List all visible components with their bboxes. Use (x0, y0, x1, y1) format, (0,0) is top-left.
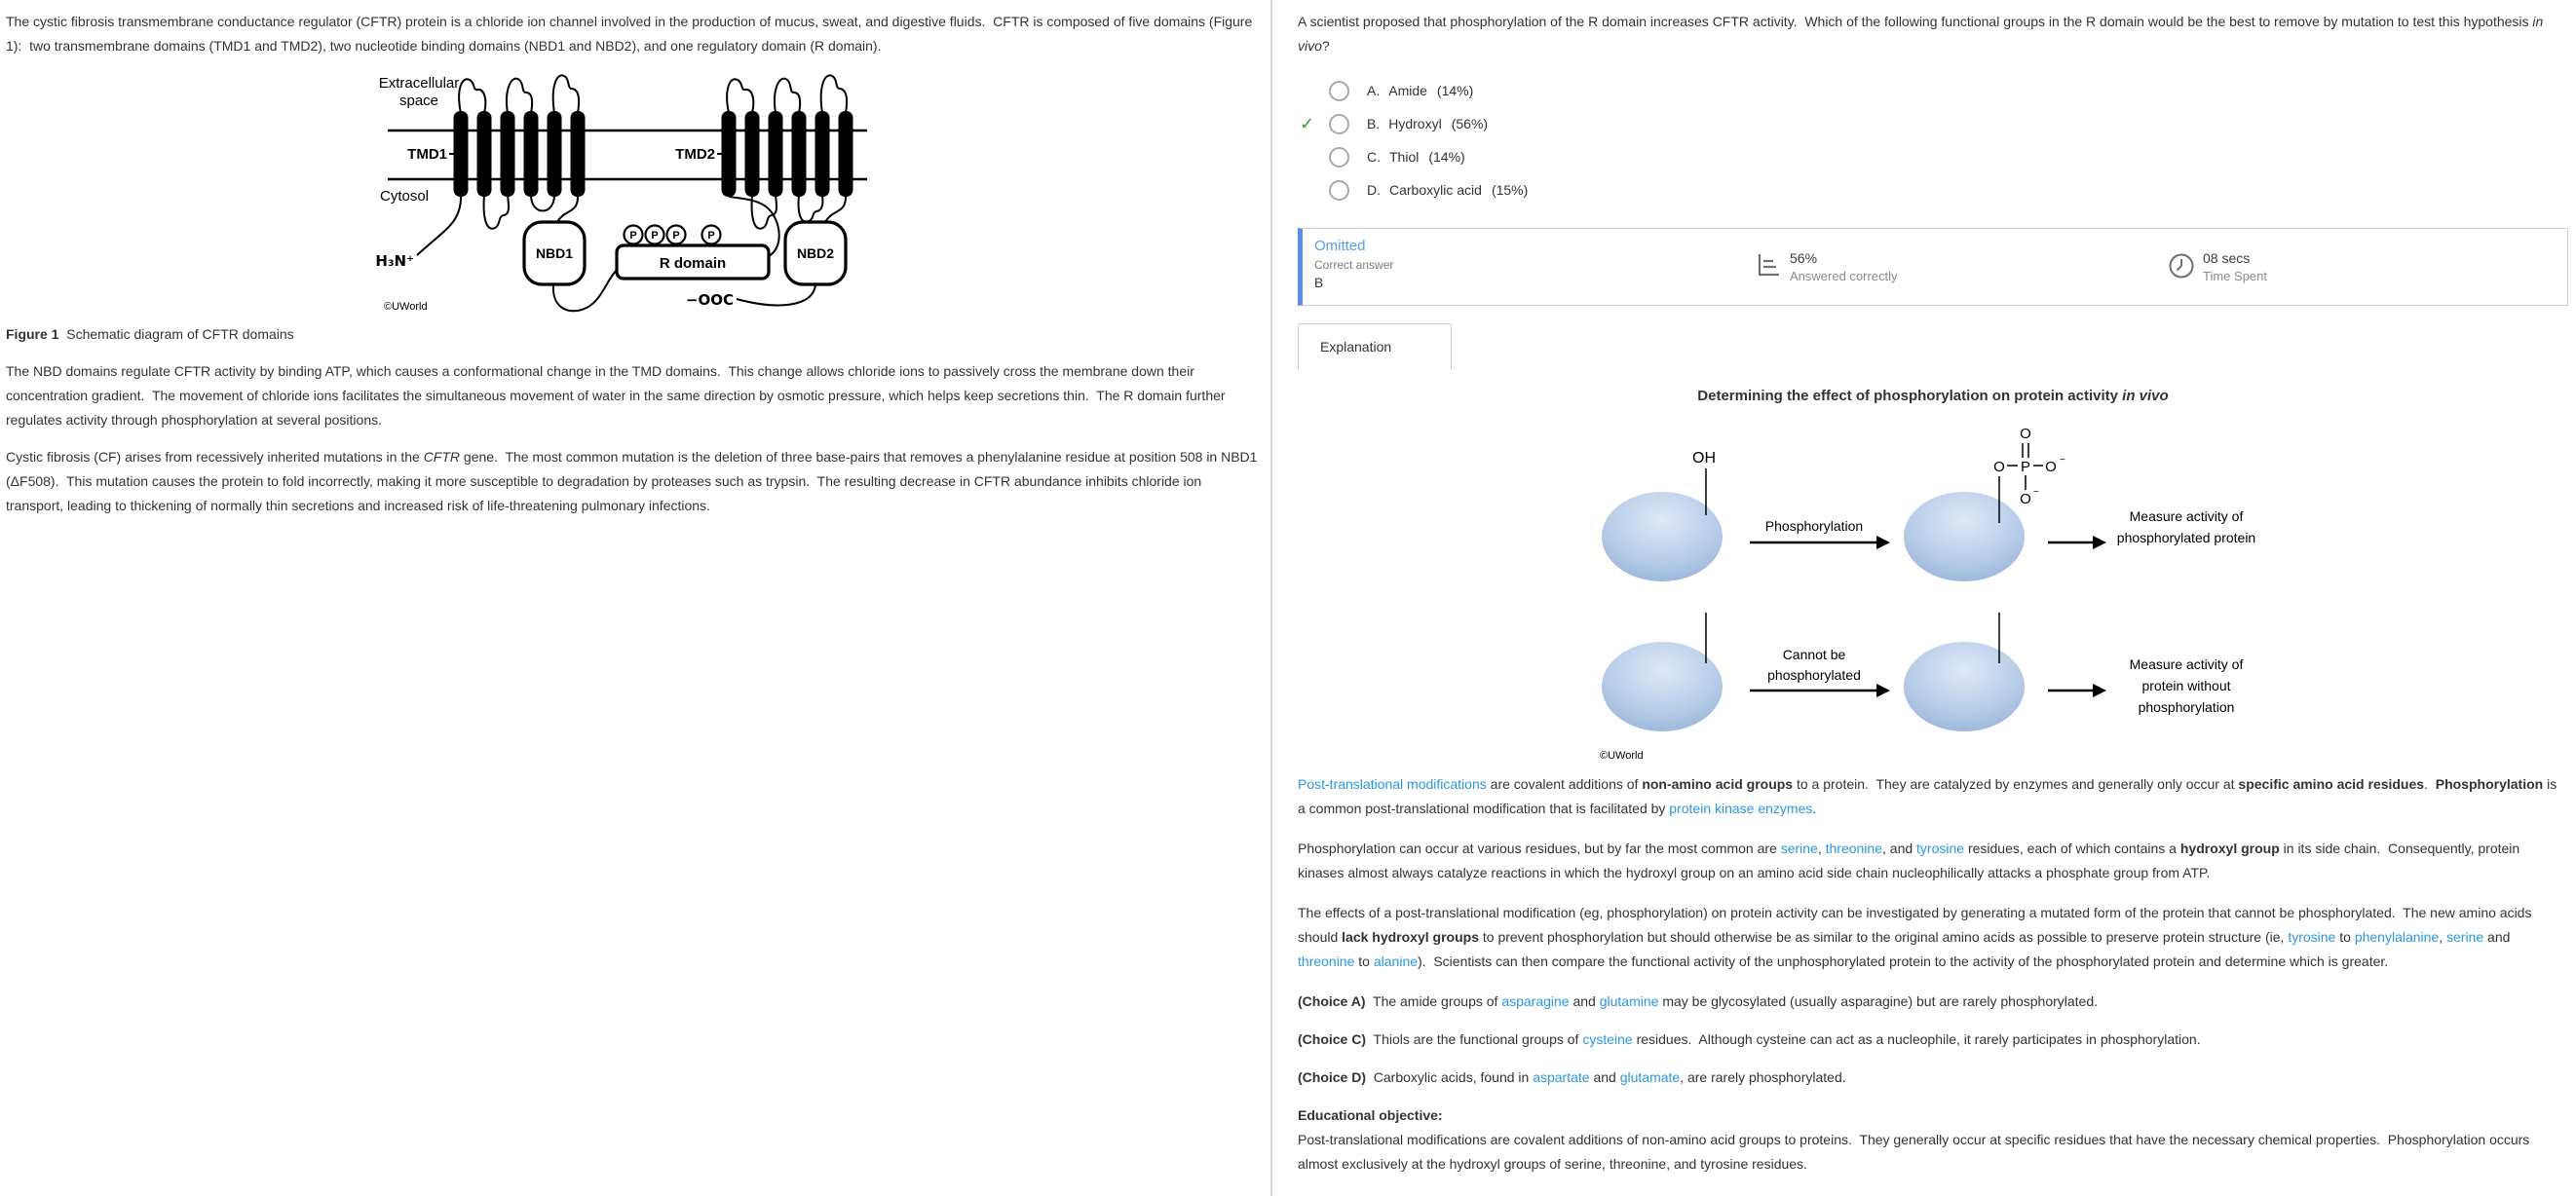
extracellular-loops (459, 75, 847, 113)
protein-mutant-unphosphorylated (1904, 642, 2025, 731)
question-stem: A scientist proposed that phosphorylation of the R domain increases CFTR activity. Which of the following functional groups in the R domain would be the best to remove by mutation to test this hypothesis in vivo? (1298, 14, 2548, 54)
option-letter: D. (1367, 182, 1381, 198)
option-d-radio[interactable] (1329, 180, 1349, 201)
percent-correct: 56% (1790, 250, 1818, 266)
phosphorylation-arrow-label: Phosphorylation (1764, 518, 1864, 534)
svg-text:O: O (1993, 459, 2005, 475)
correct-check-icon: ✓ (1300, 113, 1315, 133)
p-circle-label: P (651, 230, 659, 242)
link[interactable]: glutamine (1599, 993, 1659, 1009)
option-a-radio[interactable] (1329, 81, 1349, 101)
link[interactable]: glutamate (1619, 1069, 1681, 1085)
c-terminus-chain (737, 284, 815, 305)
c-terminus-label: −OOC (685, 291, 734, 309)
nbd2-label: NBD2 (796, 245, 835, 261)
clock-icon (2168, 252, 2195, 280)
protein-unmodified (1602, 492, 1723, 581)
link[interactable]: cysteine (1582, 1031, 1633, 1047)
option-percent: (14%) (1428, 149, 1465, 165)
result-summary-card (1298, 228, 2568, 306)
link[interactable]: serine (1780, 841, 1818, 856)
measure-phos-label-2: phosphorylated protein (2116, 530, 2256, 545)
explanation-choice-d: (Choice D) Carboxylic acids, found in aspartate and glutamate, are rarely phosphorylated. (1298, 1069, 1846, 1085)
extracellular-label-1: Extracellular (378, 75, 460, 92)
time-spent-block (2168, 250, 2267, 283)
option-percent: (56%) (1451, 116, 1489, 131)
measure-unphos-label-3: phosphorylation (2138, 699, 2235, 715)
result-status: Omitted (1314, 238, 1366, 254)
option-c[interactable] (1298, 140, 2568, 173)
option-d[interactable] (1298, 173, 2568, 206)
tmd1-helices (454, 111, 586, 197)
bar-chart-icon (1757, 252, 1782, 278)
svg-text:O: O (2020, 426, 2031, 442)
passage-panel (0, 0, 1272, 1196)
cannot-label-1: Cannot be (1782, 647, 1846, 662)
phosphorylation-arrowhead (1876, 536, 1890, 549)
option-letter: C. (1367, 149, 1381, 165)
option-label: Amide (1388, 83, 1427, 98)
option-label: Thiol (1389, 149, 1420, 165)
option-c-radio[interactable] (1329, 147, 1349, 168)
protein-phosphorylated (1904, 492, 2025, 581)
figure-caption: Figure 1 Schematic diagram of CFTR domains (6, 326, 294, 342)
link[interactable]: serine (2446, 929, 2484, 945)
tab-explanation[interactable]: Explanation (1298, 323, 1452, 369)
p-circle-label: P (672, 230, 680, 242)
correct-answer-value: B (1314, 275, 1324, 290)
answer-options (1298, 74, 2568, 206)
measure-phos-label-1: Measure activity of (2129, 508, 2244, 524)
link[interactable]: alanine (1373, 953, 1419, 969)
cytosol-label: Cytosol (380, 188, 430, 205)
answered-correctly-block (1757, 250, 1898, 283)
explanation-choice-c: (Choice C) Thiols are the functional groups of cysteine residues. Although cysteine can act as a nucleophile, it rarely participates in phosphorylation. (1298, 1031, 2201, 1047)
passage-paragraph-2: The NBD domains regulate CFTR activity by binding ATP, which causes a conformational change in the TMD domains. This change allows chloride ions to passively cross the membrane down their concentration gradient. The movement of chloride ions facilitates the simultaneous movement of water in the same direction by osmotic pressure, which helps keep secretions thin. The R domain further regulates activity through phosphorylation at several positions. (6, 363, 1230, 428)
phosphorylation-diagram (1592, 406, 2274, 768)
link[interactable]: tyrosine (2288, 929, 2336, 945)
option-label: Hydroxyl (1388, 116, 1442, 131)
result-block (1314, 238, 1393, 290)
measure-arrowhead-2 (2093, 684, 2106, 697)
passage-paragraph-3: Cystic fibrosis (CF) arises from recessively inherited mutations in the CFTR gene. The most common mutation is the deletion of three base-pairs that removes a phenylalanine residue at position 508 in NBD1 (ΔF508). This mutation causes the protein to fold incorrectly, making it more susceptible to degradation by proteases such as trypsin. The resulting decrease in CFTR abundance inhibits chloride ion transport, leading to thickening of normally thin secretions and increased risk of life-threatening pulmonary infections. (6, 449, 1262, 513)
cannot-arrowhead (1876, 684, 1890, 697)
svg-text:O: O (2020, 491, 2031, 507)
figure-copyright: ©UWorld (384, 301, 428, 313)
option-label: Carboxylic acid (1389, 182, 1482, 198)
explanation-paragraph-1: Post-translational modifications are covalent additions of non-amino acid groups to a protein. They are catalyzed by enzymes and generally only occur at specific amino acid residues. Phosphorylation is a common post-translational modification that is facilitated by protein kinase enzymes. (1298, 776, 2561, 816)
passage-paragraph-1: The cystic fibrosis transmembrane conductance regulator (CFTR) protein is a chloride ion channel involved in the production of mucus, sweat, and digestive fluids. CFTR is composed of five domains (Figure 1): two transmembrane domains (TMD1 and TMD2), two nucleotide binding domains (NBD1 and NBD2), and one regulatory domain (R domain). (6, 14, 1257, 54)
p-circle-label: P (707, 230, 715, 242)
option-percent: (15%) (1491, 182, 1529, 198)
explanation-paragraph-3: The effects of a post-translational modification (eg, phosphorylation) on protein activity can be investigated by generating a mutated form of the protein that cannot be phosphorylated. The new amino acids should lack hydroxyl groups to prevent phosphorylation but should otherwise be as similar to the original amino acids as possible to preserve protein structure (ie, tyrosine to phenylalanine, serine and threonine to alanine). Scientists can then compare the functional activity of the unphosphorylated protein to the activity of the phosphorylated protein and determine which is greater. (1298, 905, 2536, 969)
link[interactable]: threonine (1825, 841, 1882, 856)
hydroxyl-label: OH (1692, 450, 1716, 467)
tmd1-nbd1-link (557, 195, 578, 222)
link[interactable]: aspartate (1533, 1069, 1590, 1085)
svg-text:P: P (2020, 459, 2031, 475)
correct-answer-label: Correct answer (1314, 258, 1394, 272)
link[interactable]: asparagine (1501, 993, 1570, 1009)
cannot-label-2: phosphorylated (1767, 667, 1861, 683)
tmd2-nbd2-link (825, 195, 846, 222)
measure-unphos-label-1: Measure activity of (2129, 656, 2244, 672)
option-letter: A. (1367, 83, 1381, 98)
n-terminus-label: H₃N⁺ (375, 252, 414, 270)
measure-unphos-label-2: protein without (2141, 678, 2231, 693)
tmd1-label: TMD1 (407, 146, 447, 163)
time-spent-label: Time Spent (2203, 269, 2267, 283)
svg-text:O: O (2045, 459, 2057, 475)
option-a[interactable] (1298, 74, 2568, 107)
link[interactable]: protein kinase enzymes (1669, 801, 1813, 816)
link[interactable]: phenylalanine (2354, 929, 2440, 945)
educational-objective-label: Educational objective: (1298, 1107, 1443, 1123)
option-b[interactable] (1298, 107, 2568, 140)
svg-text:−: − (2033, 487, 2039, 498)
p-circle-label: P (629, 230, 637, 242)
explanation-choice-a: (Choice A) The amide groups of asparagine and glutamine may be glycosylated (usually asparagine) but are rarely phosphorylated. (1298, 993, 2099, 1009)
link[interactable]: threonine (1298, 953, 1355, 969)
link[interactable]: Post-translational modifications (1298, 776, 1487, 792)
percent-correct-label: Answered correctly (1790, 269, 1898, 283)
svg-text:−: − (2060, 455, 2065, 466)
educational-objective-text: Post-translational modifications are covalent additions of non-amino acid groups to proteins. They generally occur at specific residues that have the necessary chemical properties. Phosphorylation occurs almost exclusively at the hydroxyl groups of serine, threonine, and tyrosine residues. (1298, 1132, 2534, 1172)
link[interactable]: tyrosine (1916, 841, 1965, 856)
measure-arrowhead-1 (2093, 536, 2106, 549)
option-b-radio[interactable] (1329, 114, 1349, 134)
protein-mutant (1602, 642, 1723, 731)
question-panel (1274, 0, 2576, 1196)
explanation-paragraph-2: Phosphorylation can occur at various residues, but by far the most common are serine, threonine, and tyrosine residues, each of which contains a hydroxyl group in its side chain. Consequently, protein kinases almost always catalyze reactions in which the hydroxyl group on an amino acid side chain nucleophilically attacks a phosphate group from ATP. (1298, 841, 2524, 880)
r-domain-label: R domain (659, 255, 727, 272)
tmd2-label: TMD2 (675, 146, 715, 163)
extracellular-label-2: space (398, 93, 439, 109)
nbd1-label: NBD1 (535, 245, 574, 261)
option-letter: B. (1367, 116, 1381, 131)
time-spent: 08 secs (2203, 250, 2251, 266)
tmd2-helices (722, 111, 853, 197)
diagram-copyright: ©UWorld (1600, 750, 1644, 762)
diagram-title: Determining the effect of phosphorylation on protein activity in vivo (1697, 388, 2169, 404)
option-percent: (14%) (1436, 83, 1474, 98)
cftr-figure (320, 62, 904, 320)
